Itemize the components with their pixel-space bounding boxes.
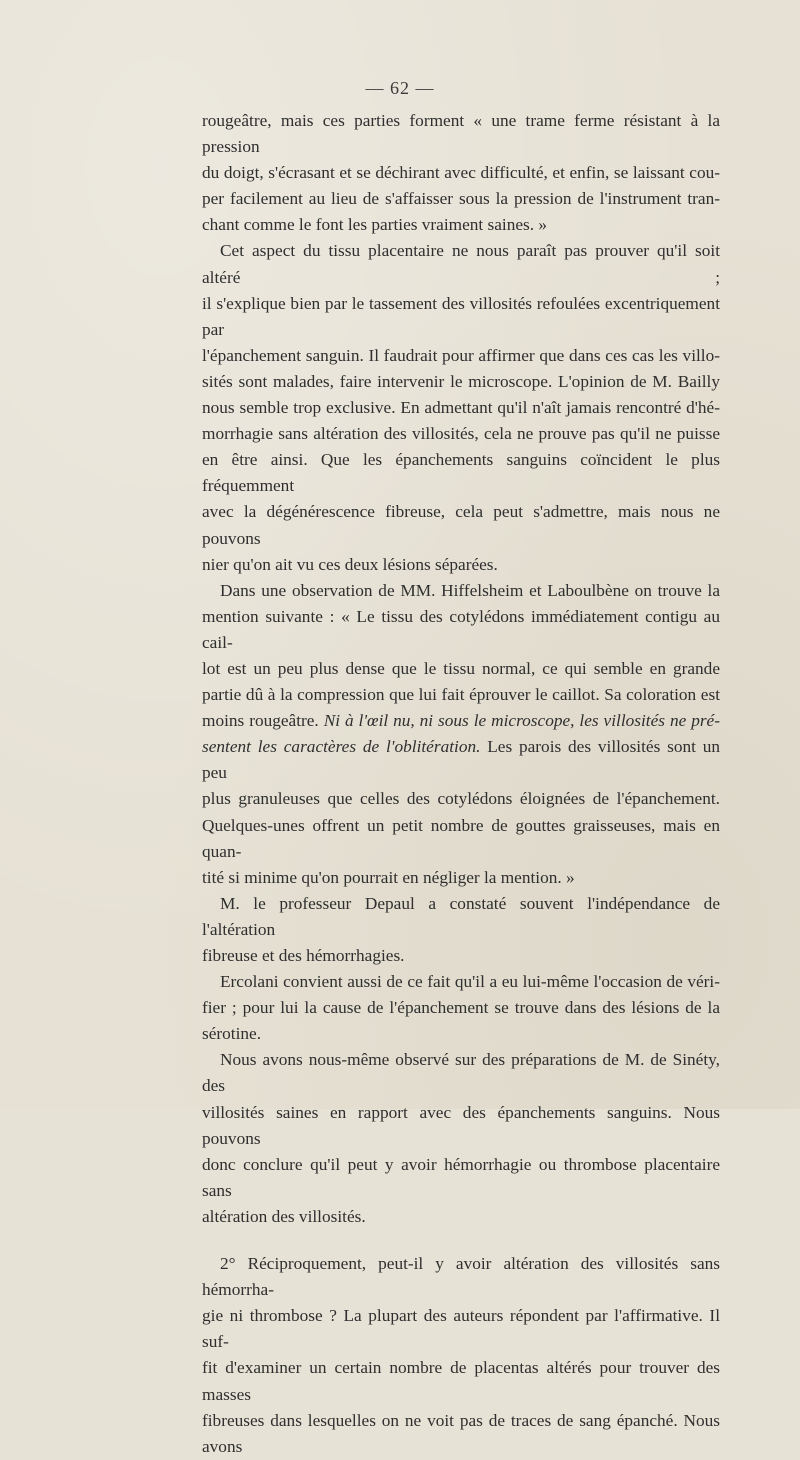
text-line: gie ni thrombose ? La plupart des auteurs répondent par l'affirmative. Il suf-	[202, 1306, 720, 1352]
text-line: 2° Réciproquement, peut-il y avoir altération des villosités sans hémorrha-	[202, 1254, 720, 1300]
text-line: partie dû à la compression que lui fait éprouver le caillot. Sa coloration est	[202, 685, 720, 705]
text-line: M. le professeur Depaul a constaté souvent l'indépendance de l'altération	[202, 893, 720, 939]
body-text	[202, 108, 720, 1460]
text-line: donc conclure qu'il peut y avoir hémorrhagie ou thrombose placentaire sans	[202, 1154, 720, 1200]
text-line: fit d'examiner un certain nombre de placentas altérés pour trouver des masses	[202, 1358, 720, 1404]
text-line: nier qu'on ait vu ces deux lésions séparées.	[202, 554, 498, 574]
text-span: Les parois des villosités sont un peu	[202, 737, 720, 783]
text-line: Quelques-unes offrent un petit nombre de gouttes graisseuses, mais en quan-	[202, 815, 720, 861]
text-span: moins rougeâtre.	[202, 711, 324, 731]
text-line: du doigt, s'écrasant et se déchirant avec difficulté, et enfin, se laissant cou-	[202, 163, 720, 183]
text-line: sérotine.	[202, 1024, 262, 1044]
text-line: plus granuleuses que celles des cotylédons éloignées de l'épanchement.	[202, 789, 720, 809]
text-line: fibreuse et des hémorrhagies.	[202, 946, 405, 965]
text-line: Dans une observation de MM. Hiffelsheim et Laboulbène on trouve la	[220, 580, 720, 600]
text-line: morrhagie sans altération des villosités, cela ne prouve pas qu'il ne puisse	[202, 424, 720, 444]
text-line: l'épanchement sanguin. Il faudrait pour affirmer que dans ces cas les villo-	[202, 345, 720, 365]
text-line: sités sont malades, faire intervenir le microscope. L'opinion de M. Bailly	[202, 371, 720, 391]
text-line: altération des villosités.	[202, 1206, 366, 1226]
text-line: rougeâtre, mais ces parties forment « une trame ferme résistant à la pression	[202, 111, 720, 157]
text-line: villosités saines en rapport avec des épanchements sanguins. Nous pouvons	[202, 1102, 720, 1148]
text-line	[202, 708, 720, 734]
italic-quote: sentent les caractères de l'oblitération.	[202, 737, 481, 757]
text-line: lot est un peu plus dense que le tissu normal, ce qui semble en grande	[202, 658, 720, 678]
text-line: Cet aspect du tissu placentaire ne nous paraît pas prouver qu'il soit altéré ;	[202, 241, 720, 287]
section-gap	[202, 1230, 720, 1251]
text-line: Ercolani convient aussi de ce fait qu'il a eu lui-même l'occasion de véri-	[220, 972, 720, 992]
text-line: chant comme le font les parties vraiment saines. »	[202, 215, 548, 235]
text-line: per facilement au lieu de s'affaisser sous la pression de l'instrument tran-	[202, 189, 720, 209]
italic-quote: Ni à l'œil nu, ni sous le microscope, les villosités ne pré-	[323, 711, 720, 731]
text-line: mention suivante : « Le tissu des cotylédons immédiatement contigu au cail-	[202, 606, 720, 652]
text-line: tité si minime qu'on pourrait en négliger la mention. »	[202, 867, 575, 887]
page-number: — 62 —	[365, 78, 435, 98]
text-line: fibreuses dans lesquelles on ne voit pas de traces de sang épanché. Nous avons	[202, 1410, 720, 1456]
text-line: Nous avons nous-même observé sur des préparations de M. de Sinéty, des	[202, 1050, 720, 1096]
text-line	[202, 734, 720, 786]
text-line: en être ainsi. Que les épanchements sanguins coïncident le plus fréquemment	[202, 450, 720, 496]
text-line: il s'explique bien par le tassement des villosités refoulées excentriquement par	[202, 293, 720, 339]
text-line: avec la dégénérescence fibreuse, cela peut s'admettre, mais nous ne pouvons	[202, 502, 720, 548]
text-line: nous semble trop exclusive. En admettant qu'il n'aît jamais rencontré d'hé-	[202, 398, 720, 418]
text-line: fier ; pour lui la cause de l'épanchement se trouve dans des lésions de la	[202, 998, 720, 1018]
